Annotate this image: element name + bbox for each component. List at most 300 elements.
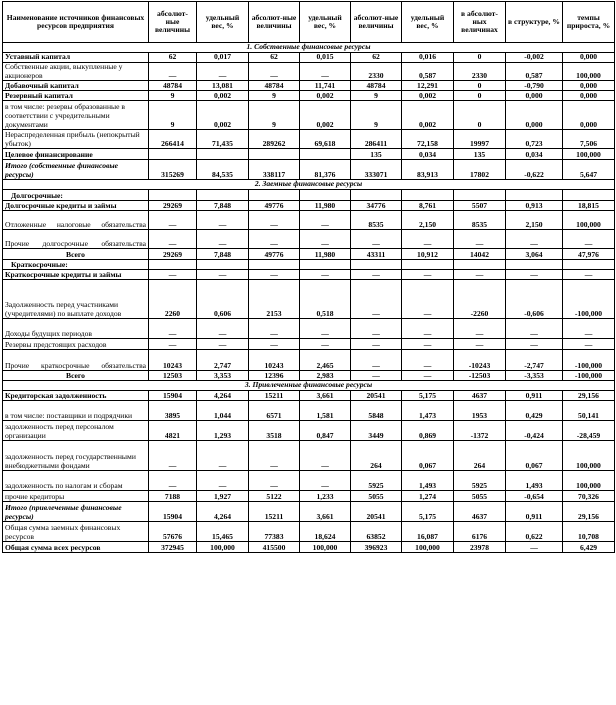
cell-value: 266414 [149,130,197,149]
cell-value: — [351,230,402,249]
cell-value: -100,000 [563,280,615,319]
cell-value: — [197,319,249,339]
cell-value: 6571 [249,401,300,421]
cell-value: — [402,339,454,350]
cell-value: 15,465 [197,522,249,542]
cell-value: 12396 [249,371,300,381]
row-label: Задолженность перед участниками (учредителями) по выплате доходов [3,280,149,319]
cell-value [351,260,402,270]
cell-value: 5122 [249,491,300,502]
cell-value: 0,869 [402,421,454,441]
table-row [3,491,615,502]
cell-value: — [300,230,351,249]
cell-value: 71,435 [197,130,249,149]
cell-value: -3,353 [506,371,563,381]
cell-value: 2330 [454,63,506,81]
cell-value: 0,015 [300,53,351,63]
cell-value: — [197,441,249,471]
cell-value: 9 [249,101,300,130]
cell-value: 62 [249,53,300,63]
cell-value: 20541 [351,391,402,401]
cell-value: — [506,542,563,553]
cell-value: 1,233 [300,491,351,502]
table-row [3,522,615,542]
cell-value: -1372 [454,421,506,441]
row-label: Целевое финансирование [3,149,149,160]
cell-value: 49776 [249,249,300,260]
cell-value: — [249,471,300,491]
cell-value [300,190,351,201]
cell-value: 29,156 [563,502,615,522]
cell-value [300,260,351,270]
cell-value: 12,291 [402,81,454,91]
cell-value: 10,912 [402,249,454,260]
cell-value: — [506,319,563,339]
cell-value: 23978 [454,542,506,553]
cell-value: 5925 [454,471,506,491]
financial-resources-table [2,1,615,553]
cell-value: 17802 [454,160,506,180]
cell-value: — [454,270,506,280]
cell-value: 0,034 [402,149,454,160]
row-label: Собственные акции, выкупленные у акционеров [3,63,149,81]
cell-value: 1,493 [506,471,563,491]
cell-value: 9 [149,101,197,130]
cell-value: 3,661 [300,502,351,522]
cell-value: 0,911 [506,391,563,401]
cell-value: 14042 [454,249,506,260]
cell-value: 19997 [454,130,506,149]
cell-value: — [197,230,249,249]
cell-value: 9 [351,91,402,101]
row-label: Итого (собственные финансовые ресурсы) [3,160,149,180]
row-label: прочие кредиторы [3,491,149,502]
row-label: задолженность перед государственными внебюджетными фондами [3,441,149,471]
cell-value [249,260,300,270]
cell-value [563,190,615,201]
cell-value: — [402,350,454,371]
cell-value: 0 [454,91,506,101]
cell-value: 8535 [454,211,506,230]
cell-value: 8,761 [402,201,454,211]
cell-value: 0,518 [300,280,351,319]
cell-value: 62 [351,53,402,63]
cell-value: — [249,319,300,339]
row-label: Долгосрочные: [3,190,149,201]
cell-value: 5925 [351,471,402,491]
cell-value: 7188 [149,491,197,502]
cell-value: — [300,441,351,471]
row-label: Резервы предстоящих расходов [3,339,149,350]
cell-value: 100,000 [563,441,615,471]
cell-value: 0,000 [563,91,615,101]
row-label: Добавочный капитал [3,81,149,91]
cell-value: 1,274 [402,491,454,502]
table-row [3,91,615,101]
cell-value: 7,848 [197,249,249,260]
table-row [3,260,615,270]
section-title: 3. Привлеченные финансовые ресурсы [3,381,615,391]
table-row [3,149,615,160]
cell-value: 396923 [351,542,402,553]
cell-value: 0,002 [197,101,249,130]
cell-value: 0,913 [506,201,563,211]
cell-value: 10243 [149,350,197,371]
cell-value: 0,847 [300,421,351,441]
cell-value: 18,624 [300,522,351,542]
table-row [3,81,615,91]
cell-value: 15904 [149,502,197,522]
cell-value: — [506,270,563,280]
cell-value: 100,000 [563,471,615,491]
cell-value: 5055 [454,491,506,502]
cell-value: 11,980 [300,249,351,260]
cell-value: 16,087 [402,522,454,542]
cell-value: 48784 [351,81,402,91]
cell-value: 0,067 [402,441,454,471]
cell-value: 8535 [351,211,402,230]
cell-value: 11,741 [300,81,351,91]
cell-value: 3,064 [506,249,563,260]
cell-value: -2260 [454,280,506,319]
cell-value: — [351,280,402,319]
cell-value [402,190,454,201]
cell-value: 62 [149,53,197,63]
cell-value: — [149,319,197,339]
cell-value: -0,002 [506,53,563,63]
cell-value: 0,587 [402,63,454,81]
cell-value: 100,000 [197,542,249,553]
row-label: Отложенные налоговые обязательства [3,211,149,230]
cell-value: 48784 [249,81,300,91]
cell-value: 50,141 [563,401,615,421]
cell-value: 3449 [351,421,402,441]
header-change-absolute: в абсолют-ных величинах [454,2,506,43]
cell-value: 0,002 [402,101,454,130]
row-label: Прочие долгосрочные обязательства [3,230,149,249]
table-row [3,63,615,81]
cell-value: 1953 [454,401,506,421]
cell-value: 1,493 [402,471,454,491]
cell-value: 0,622 [506,522,563,542]
header-absolute-2: абсолют-ные величины [249,2,300,43]
cell-value: — [300,63,351,81]
header-growth-rate: темпы прироста, % [563,2,615,43]
cell-value: 15211 [249,502,300,522]
cell-value: 135 [454,149,506,160]
row-label: Общая сумма заемных финансовых ресурсов [3,522,149,542]
cell-value: 0,034 [506,149,563,160]
cell-value: 0,002 [402,91,454,101]
cell-value: — [249,63,300,81]
cell-value: — [563,270,615,280]
cell-value: 83,913 [402,160,454,180]
cell-value: 1,293 [197,421,249,441]
cell-value: — [197,339,249,350]
cell-value [149,260,197,270]
cell-value: — [454,230,506,249]
cell-value: 77383 [249,522,300,542]
section-title: 1. Собственные финансовые ресурсы [3,43,615,53]
cell-value: 264 [454,441,506,471]
table-row [3,230,615,249]
table-row [3,391,615,401]
cell-value: 3,353 [197,371,249,381]
row-label: Итого (привлеченные финансовые ресурсы) [3,502,149,522]
cell-value: 49776 [249,201,300,211]
cell-value: 372945 [149,542,197,553]
cell-value: 29269 [149,249,197,260]
table-row [3,130,615,149]
cell-value: -0,622 [506,160,563,180]
row-label: Краткосрочные: [3,260,149,270]
table-row [3,542,615,553]
header-source-name: Наименование источников финансовых ресурсов предприятия [3,2,149,43]
cell-value: — [300,339,351,350]
cell-value: — [249,270,300,280]
cell-value: — [249,441,300,471]
cell-value [506,260,563,270]
cell-value: 4,264 [197,391,249,401]
cell-value: 0,587 [506,63,563,81]
cell-value: -100,000 [563,371,615,381]
cell-value: 7,848 [197,201,249,211]
header-share-1: удельный вес, % [197,2,249,43]
cell-value: — [506,339,563,350]
cell-value: 6,429 [563,542,615,553]
cell-value: — [563,319,615,339]
section-header-row [3,43,615,53]
table-row [3,211,615,230]
cell-value [402,260,454,270]
table-row [3,280,615,319]
row-label: задолженность по налогам и сборам [3,471,149,491]
cell-value [149,149,197,160]
cell-value: 0 [454,81,506,91]
cell-value: 34776 [351,201,402,211]
cell-value: 100,000 [300,542,351,553]
cell-value: — [249,211,300,230]
cell-value: 0,000 [563,101,615,130]
cell-value: 2260 [149,280,197,319]
cell-value: — [300,211,351,230]
cell-value: 135 [351,149,402,160]
row-label: Краткосрочные кредиты и займы [3,270,149,280]
cell-value: 0,723 [506,130,563,149]
cell-value: 6176 [454,522,506,542]
cell-value [197,190,249,201]
cell-value: 5055 [351,491,402,502]
cell-value: 338117 [249,160,300,180]
cell-value: — [402,319,454,339]
cell-value: 333071 [351,160,402,180]
cell-value: -10243 [454,350,506,371]
cell-value: 0,016 [402,53,454,63]
cell-value: 70,326 [563,491,615,502]
cell-value: — [351,270,402,280]
row-label: Уставный капитал [3,53,149,63]
cell-value: 0,000 [506,91,563,101]
table-row [3,270,615,280]
cell-value: 4821 [149,421,197,441]
row-label: в том числе: поставщики и подрядчики [3,401,149,421]
cell-value: 0,000 [563,81,615,91]
cell-value: — [149,270,197,280]
cell-value: — [197,63,249,81]
cell-value: — [402,270,454,280]
cell-value: 3895 [149,401,197,421]
cell-value: — [454,339,506,350]
cell-value: -0,654 [506,491,563,502]
cell-value [506,190,563,201]
cell-value: 415500 [249,542,300,553]
cell-value: 264 [351,441,402,471]
row-label: Всего [3,249,149,260]
cell-value: — [402,230,454,249]
table-row [3,339,615,350]
cell-value: -28,459 [563,421,615,441]
cell-value: 0,606 [197,280,249,319]
cell-value: 5507 [454,201,506,211]
row-label: Всего [3,371,149,381]
cell-value: -0,606 [506,280,563,319]
cell-value: 9 [249,91,300,101]
table-row [3,190,615,201]
cell-value: 5,647 [563,160,615,180]
cell-value [454,190,506,201]
cell-value: 81,376 [300,160,351,180]
cell-value: 10243 [249,350,300,371]
table-row [3,249,615,260]
cell-value: 1,473 [402,401,454,421]
cell-value: — [351,350,402,371]
cell-value: 2,150 [506,211,563,230]
table-row [3,101,615,130]
cell-value: — [351,319,402,339]
cell-value: 100,000 [563,63,615,81]
cell-value: 4637 [454,391,506,401]
table-row [3,53,615,63]
cell-value: — [351,371,402,381]
cell-value: — [149,339,197,350]
table-row [3,471,615,491]
cell-value: -12503 [454,371,506,381]
section-header-row [3,381,615,391]
cell-value: — [197,270,249,280]
cell-value: — [197,211,249,230]
cell-value [149,190,197,201]
cell-value: 100,000 [563,211,615,230]
cell-value: 0,067 [506,441,563,471]
cell-value: 12503 [149,371,197,381]
header-change-structure: в структуре, % [506,2,563,43]
cell-value: — [149,471,197,491]
cell-value: 1,044 [197,401,249,421]
cell-value: 0,911 [506,502,563,522]
cell-value: 29,156 [563,391,615,401]
table-row [3,502,615,522]
cell-value: 0,000 [506,101,563,130]
cell-value: 48784 [149,81,197,91]
cell-value: 2,150 [402,211,454,230]
cell-value: 3,661 [300,391,351,401]
row-label: Долгосрочные кредиты и займы [3,201,149,211]
cell-value: 29269 [149,201,197,211]
cell-value: 2153 [249,280,300,319]
cell-value: -0,424 [506,421,563,441]
cell-value: 289262 [249,130,300,149]
cell-value: — [149,211,197,230]
cell-value: 0,002 [300,91,351,101]
header-absolute-1: абсолют-ные величины [149,2,197,43]
cell-value: 1,581 [300,401,351,421]
cell-value [249,149,300,160]
cell-value: 69,618 [300,130,351,149]
cell-value: — [249,339,300,350]
row-label: Общая сумма всех ресурсов [3,542,149,553]
cell-value: 5,175 [402,502,454,522]
table-row [3,371,615,381]
cell-value: — [300,270,351,280]
cell-value: 286411 [351,130,402,149]
cell-value: 0,000 [563,53,615,63]
table-row [3,160,615,180]
header-share-2: удельный вес, % [300,2,351,43]
header-share-3: удельный вес, % [402,2,454,43]
cell-value: 100,000 [563,149,615,160]
cell-value: — [300,471,351,491]
cell-value: — [351,339,402,350]
table-row [3,401,615,421]
cell-value: 100,000 [402,542,454,553]
cell-value: — [454,319,506,339]
cell-value: 20541 [351,502,402,522]
cell-value: 2330 [351,63,402,81]
table-body [3,43,615,553]
cell-value: -100,000 [563,350,615,371]
cell-value: 7,506 [563,130,615,149]
cell-value: — [300,319,351,339]
table-row [3,350,615,371]
cell-value: — [197,471,249,491]
cell-value: — [149,230,197,249]
table-row [3,441,615,471]
row-label: Резервный капитал [3,91,149,101]
row-label: Доходы будущих периодов [3,319,149,339]
cell-value: 3518 [249,421,300,441]
cell-value: 0,017 [197,53,249,63]
cell-value: 43311 [351,249,402,260]
cell-value: 0,002 [300,101,351,130]
cell-value: 5848 [351,401,402,421]
cell-value: 2,465 [300,350,351,371]
cell-value: — [402,280,454,319]
cell-value: 11,980 [300,201,351,211]
section-header-row [3,180,615,190]
header-absolute-3: абсолют-ные величины [351,2,402,43]
cell-value: 15211 [249,391,300,401]
cell-value: 0 [454,53,506,63]
cell-value: 47,976 [563,249,615,260]
row-label: Прочие краткосрочные обязательства [3,350,149,371]
cell-value: — [249,230,300,249]
table-row [3,201,615,211]
cell-value: 1,927 [197,491,249,502]
cell-value: 72,158 [402,130,454,149]
table-row [3,421,615,441]
cell-value: 2,747 [197,350,249,371]
cell-value [300,149,351,160]
